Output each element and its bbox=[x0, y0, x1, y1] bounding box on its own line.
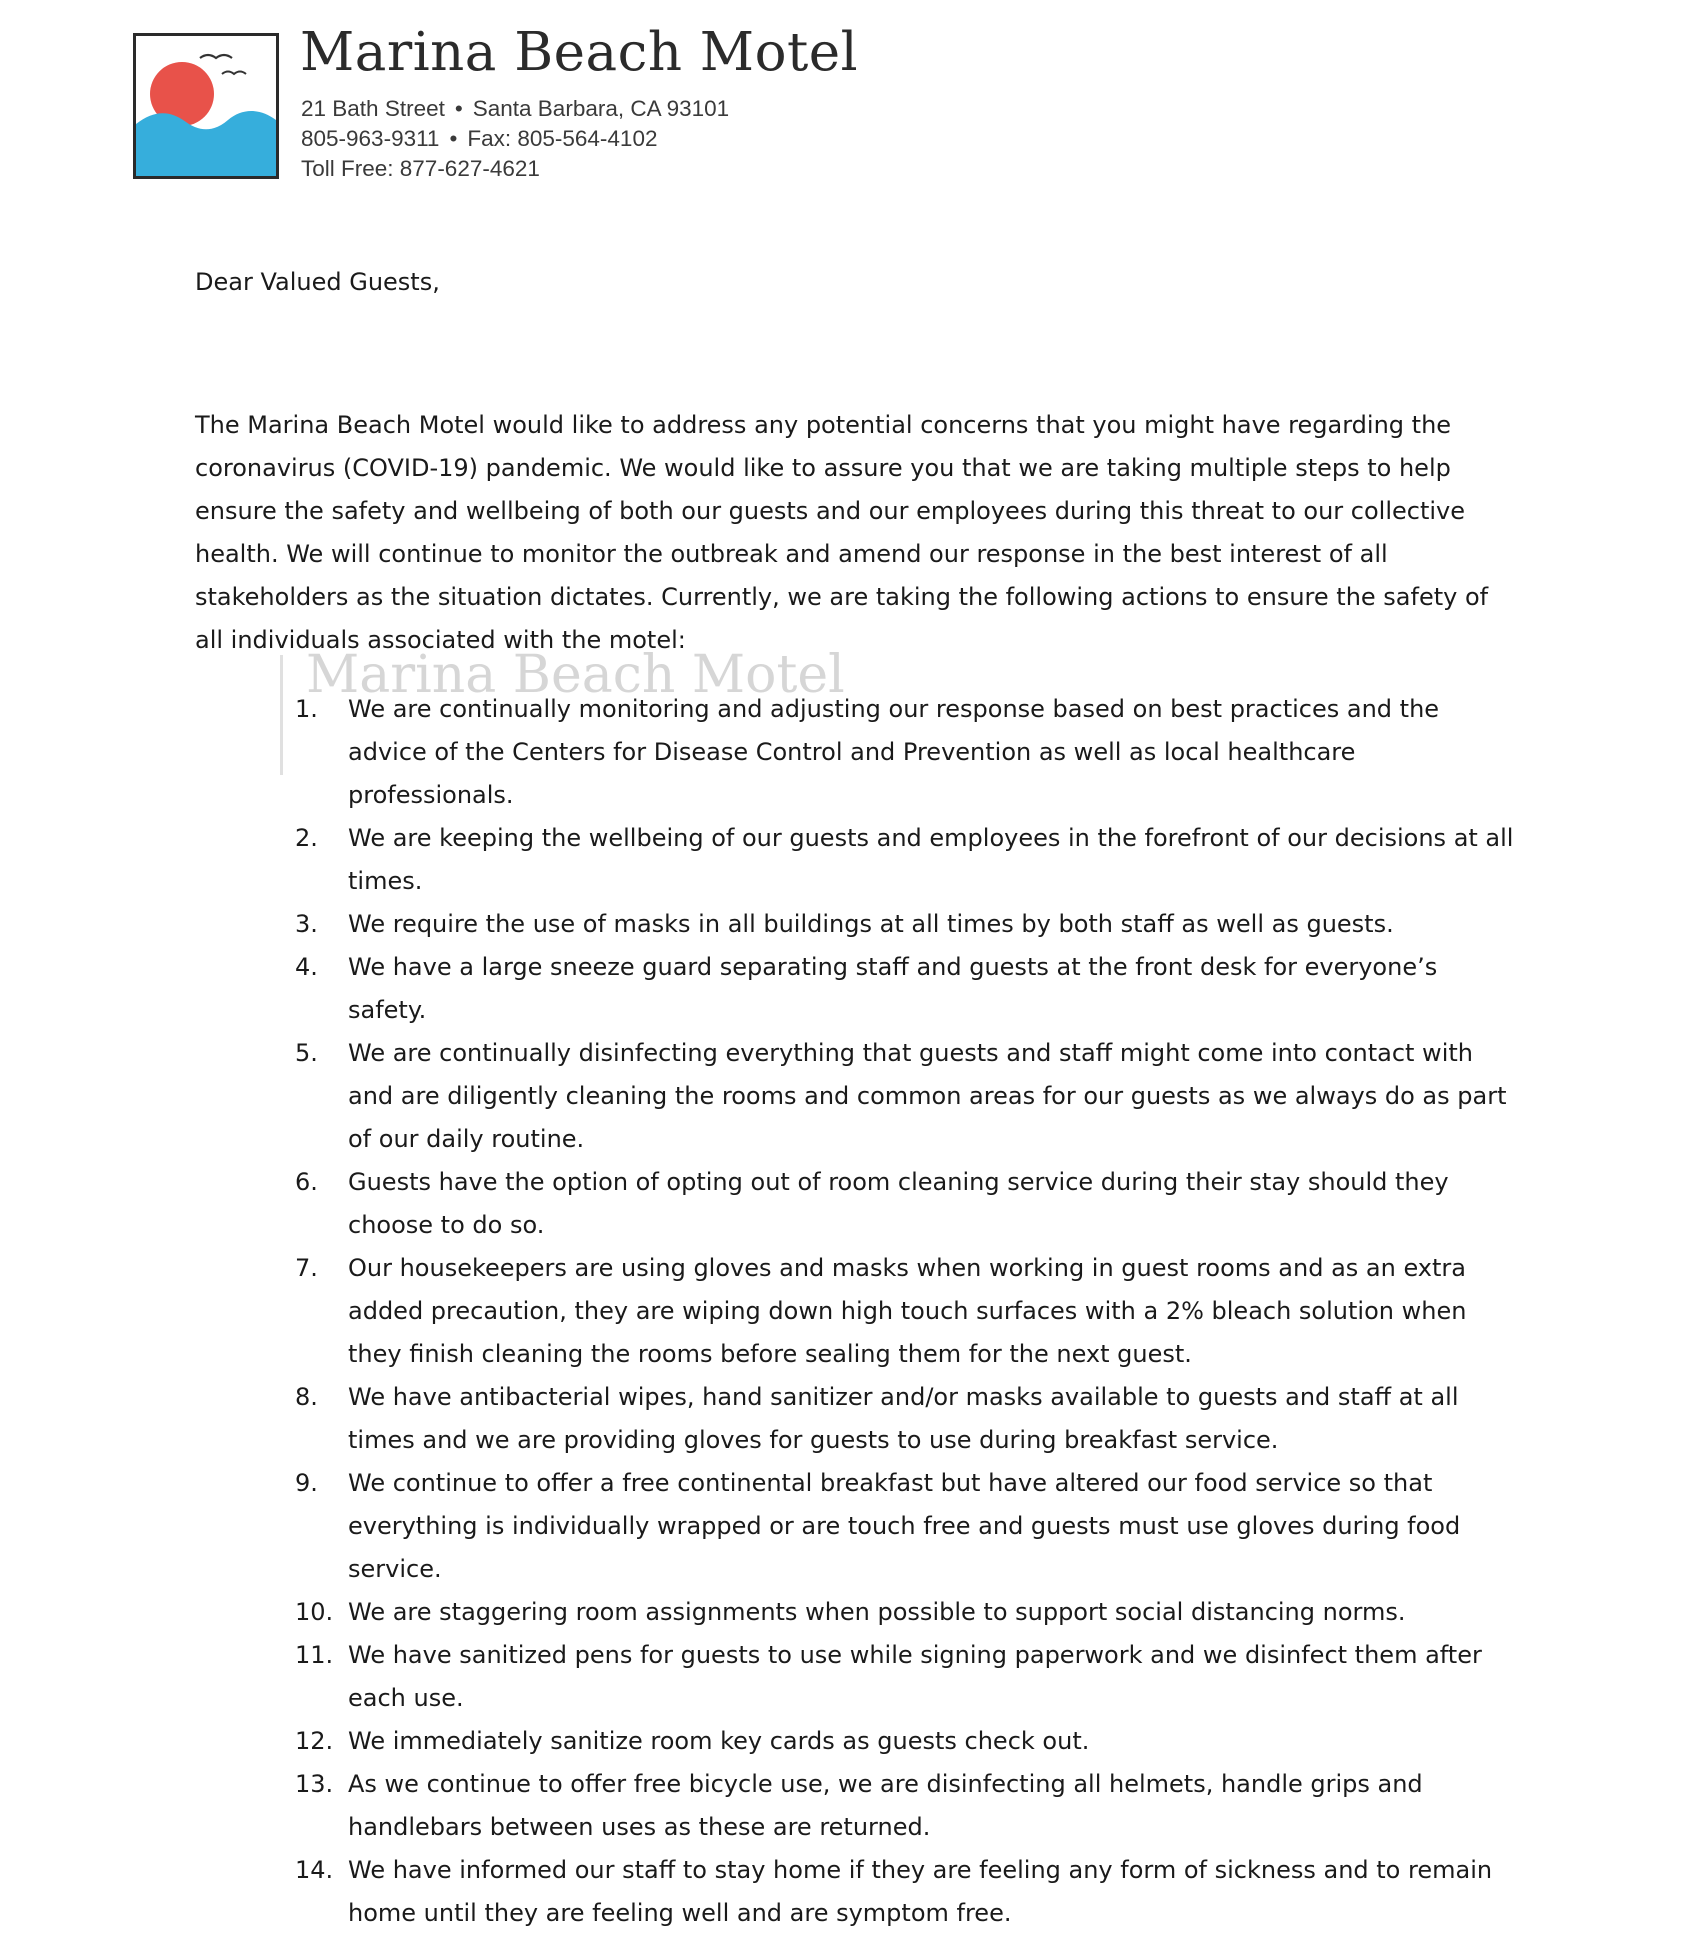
contact-block bbox=[301, 94, 729, 184]
intro-paragraph: The Marina Beach Motel would like to address any potential concerns that you might have regarding the coronavirus (COVID-19) pandemic. We would like to assure you that we are taking multiple steps to help ensure the safety and wellbeing of both our guests and our employees during this threat to our collective health. We will continue to monitor the outbreak and amend our response in the best interest of all stakeholders as the situation dictates. Currently, we are taking the following actions to ensure the safety of all individuals associated with the motel: bbox=[195, 411, 1489, 654]
action-item bbox=[195, 1376, 1515, 1462]
action-text: We require the use of masks in all buildings at all times by both staff as well as guests. bbox=[348, 910, 1394, 938]
action-text: We have sanitized pens for guests to use while signing paperwork and we disinfect them after each use. bbox=[348, 1641, 1482, 1712]
action-number: 9. bbox=[295, 1469, 318, 1497]
action-text: Our housekeepers are using gloves and masks when working in guest rooms and as an extra added precaution, they are wiping down high touch surfaces with a 2% bleach solution when they finish cleaning the rooms before sealing them for the next guest. bbox=[348, 1254, 1467, 1368]
action-number: 7. bbox=[295, 1254, 318, 1282]
action-number: 6. bbox=[295, 1168, 318, 1196]
action-text: As we continue to offer free bicycle use, we are disinfecting all helmets, handle grips and handlebars between uses as these are returned. bbox=[348, 1770, 1423, 1841]
action-number: 11. bbox=[295, 1641, 334, 1669]
separator-dot: • bbox=[454, 96, 463, 121]
action-item bbox=[195, 1763, 1515, 1849]
city-state-zip: Santa Barbara, CA 93101 bbox=[472, 96, 730, 121]
street-address: 21 Bath Street bbox=[301, 96, 445, 121]
action-text: We continue to offer a free continental breakfast but have altered our food service so that everything is individually wrapped or are touch free and guests must use gloves during food service. bbox=[348, 1469, 1461, 1583]
action-number: 2. bbox=[295, 824, 318, 852]
phone-line bbox=[301, 124, 729, 154]
action-text: We are keeping the wellbeing of our guests and employees in the forefront of our decisions at all times. bbox=[348, 824, 1514, 895]
action-text: We are continually disinfecting everything that guests and staff might come into contact with and are diligently cleaning the rooms and common areas for our guests as we always do as part of our daily routine. bbox=[348, 1039, 1507, 1153]
seagull-icon bbox=[200, 55, 232, 58]
action-item bbox=[195, 1462, 1515, 1591]
action-item bbox=[195, 1161, 1515, 1247]
action-number: 14. bbox=[295, 1856, 334, 1884]
action-text: We have a large sneeze guard separating staff and guests at the front desk for everyone’s safety. bbox=[348, 953, 1438, 1024]
action-number: 3. bbox=[295, 910, 318, 938]
safety-actions-list bbox=[195, 688, 1515, 1935]
company-name: Marina Beach Motel bbox=[300, 22, 859, 83]
action-item bbox=[195, 688, 1515, 817]
salutation: Dear Valued Guests, bbox=[195, 268, 440, 296]
action-item bbox=[195, 1849, 1515, 1935]
fax-number: Fax: 805-564-4102 bbox=[467, 126, 658, 151]
action-item bbox=[195, 903, 1515, 946]
watermark-text: Marina Beach Motel bbox=[306, 645, 845, 705]
action-item bbox=[195, 1720, 1515, 1763]
phone-number: 805-963-9311 bbox=[301, 126, 440, 151]
action-text: We are continually monitoring and adjusting our response based on best practices and the advice of the Centers for Disease Control and Prevention as well as local healthcare professionals. bbox=[348, 695, 1440, 809]
wave-icon bbox=[136, 111, 276, 176]
action-text: Guests have the option of opting out of room cleaning service during their stay should they choose to do so. bbox=[348, 1168, 1449, 1239]
action-item bbox=[195, 1634, 1515, 1720]
action-number: 12. bbox=[295, 1727, 334, 1755]
toll-free-number: Toll Free: 877-627-4621 bbox=[301, 156, 540, 181]
action-item bbox=[195, 1247, 1515, 1376]
action-number: 13. bbox=[295, 1770, 334, 1798]
seagull-icon bbox=[222, 72, 246, 75]
action-number: 4. bbox=[295, 953, 318, 981]
action-number: 5. bbox=[295, 1039, 318, 1067]
action-item bbox=[195, 817, 1515, 903]
action-number: 8. bbox=[295, 1383, 318, 1411]
motel-logo bbox=[133, 33, 279, 179]
address-line bbox=[301, 94, 729, 124]
action-text: We have informed our staff to stay home if they are feeling any form of sickness and to remain home until they are feeling well and are symptom free. bbox=[348, 1856, 1493, 1927]
separator-dot: • bbox=[449, 126, 458, 151]
action-text: We have antibacterial wipes, hand sanitizer and/or masks available to guests and staff at all times and we are providing gloves for guests to use during breakfast service. bbox=[348, 1383, 1459, 1454]
action-item bbox=[195, 1032, 1515, 1161]
action-number: 10. bbox=[295, 1598, 334, 1626]
action-item bbox=[195, 1591, 1515, 1634]
action-text: We immediately sanitize room key cards as guests check out. bbox=[348, 1727, 1090, 1755]
logo-graphic bbox=[136, 36, 276, 176]
action-item bbox=[195, 946, 1515, 1032]
action-number: 1. bbox=[295, 695, 318, 723]
action-text: We are staggering room assignments when possible to support social distancing norms. bbox=[348, 1598, 1406, 1626]
